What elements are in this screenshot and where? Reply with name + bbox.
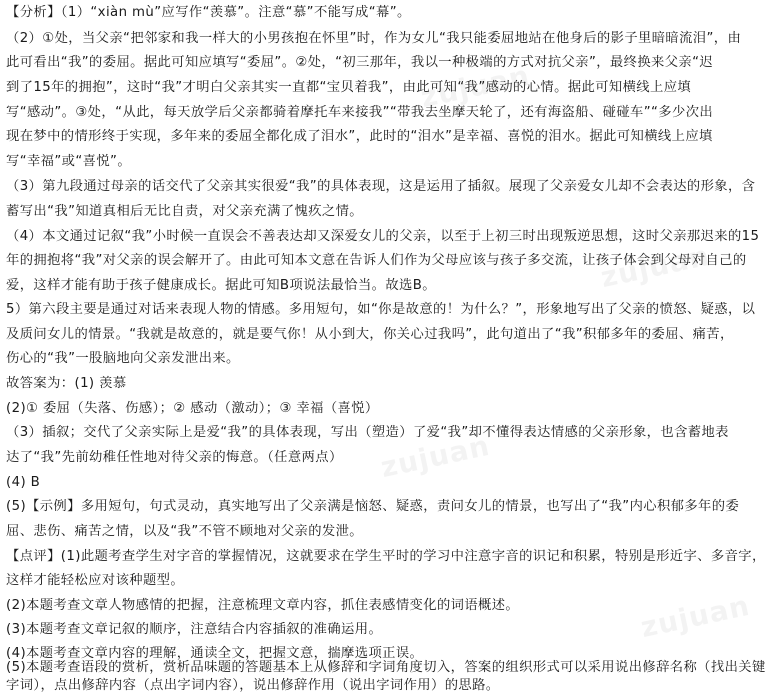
answer-line: （3）插叙；交代了父亲实际上是爱“我”的具体表现，写出（塑造）了爱“我”却不懂得表达情感的父亲形象，也含蓄地表 <box>6 425 729 440</box>
analysis-line: 到了15年的拥抱”，这时“我”才明白父亲其实一直都“宝贝着我”，由此可知“我”感动的心情。据此可知横线上应填 <box>6 80 692 95</box>
answer-line: 故答案为：(1) 羡慕 <box>6 376 127 391</box>
analysis-line: 5）第六段主要是通过对话来表现人物的情感。多用短句，如“你是故意的！为什么？”，形象地写出了父亲的愤怒、疑惑，以 <box>6 302 756 317</box>
answer-line: 达了“我”先前幼稚任性地对待父亲的悔意。（任意两点） <box>6 450 343 465</box>
analysis-line: （4）本文通过记叙“我”小时候一直误会不善表达却又深爱女儿的父亲，以至于上初三时出现叛逆思想，这时父亲那迟来的15 <box>6 229 760 244</box>
answer-line: (4) B <box>6 475 41 490</box>
analysis-line: 写“感动”。③处，“从此，每天放学后父亲都骑着摩托车来接我”“带我去坐摩天轮了，还有海盗船、碰碰车”“多少次出 <box>6 105 714 120</box>
comment-line: 这样才能轻松应对该种题型。 <box>6 573 185 588</box>
analysis-line: 爱，这样才能有助于孩子健康成长。据此可知B项说法最恰当。故选B。 <box>6 278 436 293</box>
answer-line: 屈、悲伤、痛苦之情，以及“我”不管不顾地对父亲的发泄。 <box>6 524 363 539</box>
comment-line: (4)本题考查文章内容的理解，通读全文，把握文意，揣摩选项正误。 <box>6 646 424 661</box>
answer-line: (2)① 委屈（失落、伤感）；② 感动（激动）；③ 幸福（喜悦） <box>6 401 379 416</box>
comment-line: 字词），点出修辞内容（点出字词内容），说出修辞作用（说出字词作用）的思路。 <box>6 678 500 693</box>
analysis-line: 现在梦中的情形终于实现，多年来的委屈全都化成了泪水”，此时的“泪水”是幸福、喜悦的泪水。据此可知横线上应填 <box>6 129 713 144</box>
analysis-line: 写“幸福”或“喜悦”。 <box>6 154 132 169</box>
analysis-line: （3）第九段通过母亲的话交代了父亲其实很爱“我”的具体表现，这是运用了插叙。展现了父亲爱女儿却不会表达的形象，含 <box>6 179 756 194</box>
analysis-line: 蓄写出“我”知道真相后无比自责，对父亲充满了愧疚之情。 <box>6 204 363 219</box>
comment-line: (3)本题考查文章记叙的顺序，注意结合内容插叙的准确运用。 <box>6 622 383 637</box>
comment-line: (2)本题考查文章人物感情的把握，注意梳理文章内容，抓住表感情变化的词语概述。 <box>6 598 520 613</box>
comment-line: 【点评】(1)此题考查学生对字音的掌握情况，这就要求在学生平时的学习中注意字音的识记和积累，特别是形近字、多音字， <box>6 549 766 564</box>
answer-line: (5)【示例】多用短句，句式灵动，真实地写出了父亲满是恼怒、疑惑，责问女儿的情景，也写出了“我”内心积郁多年的委 <box>6 499 740 514</box>
analysis-line: 年的拥抱将“我”对父亲的误会解开了。由此可知本文意在告诉人们作为父母应该与孩子多交流，让孩子体会到父母对自己的 <box>6 253 747 268</box>
analysis-line: （2）①处，当父亲“把邻家和我一样大的小男孩抱在怀里”时，作为女儿“我只能委屈地站在他身后的影子里暗暗流泪”，由 <box>6 31 742 46</box>
analysis-line: 及质问女儿的情景。“我就是故意的，就是要气你！从小到大，你关心过我吗”，此句道出了“我”积郁多年的委屈、痛苦， <box>6 327 734 342</box>
analysis-line: 【分析】（1）“xiàn mù”应写作“羡慕”。注意“慕”不能写成“幕”。 <box>6 5 411 20</box>
comment-line: (5)本题考查语段的赏析，赏析品味题的答题基本上从修辞和字词角度切入，答案的组织形式可以采用说出修辞名称（找出关键 <box>6 660 766 675</box>
watermark <box>638 589 753 644</box>
analysis-line: 伤心的“我”一股脑地向父亲发泄出来。 <box>6 351 240 366</box>
analysis-line: 此可看出“我”的委屈。据此可知应填写“委屈”。②处，“初三那年，我以一种极端的方式对抗父亲”，最终换来父亲“迟 <box>6 55 714 70</box>
